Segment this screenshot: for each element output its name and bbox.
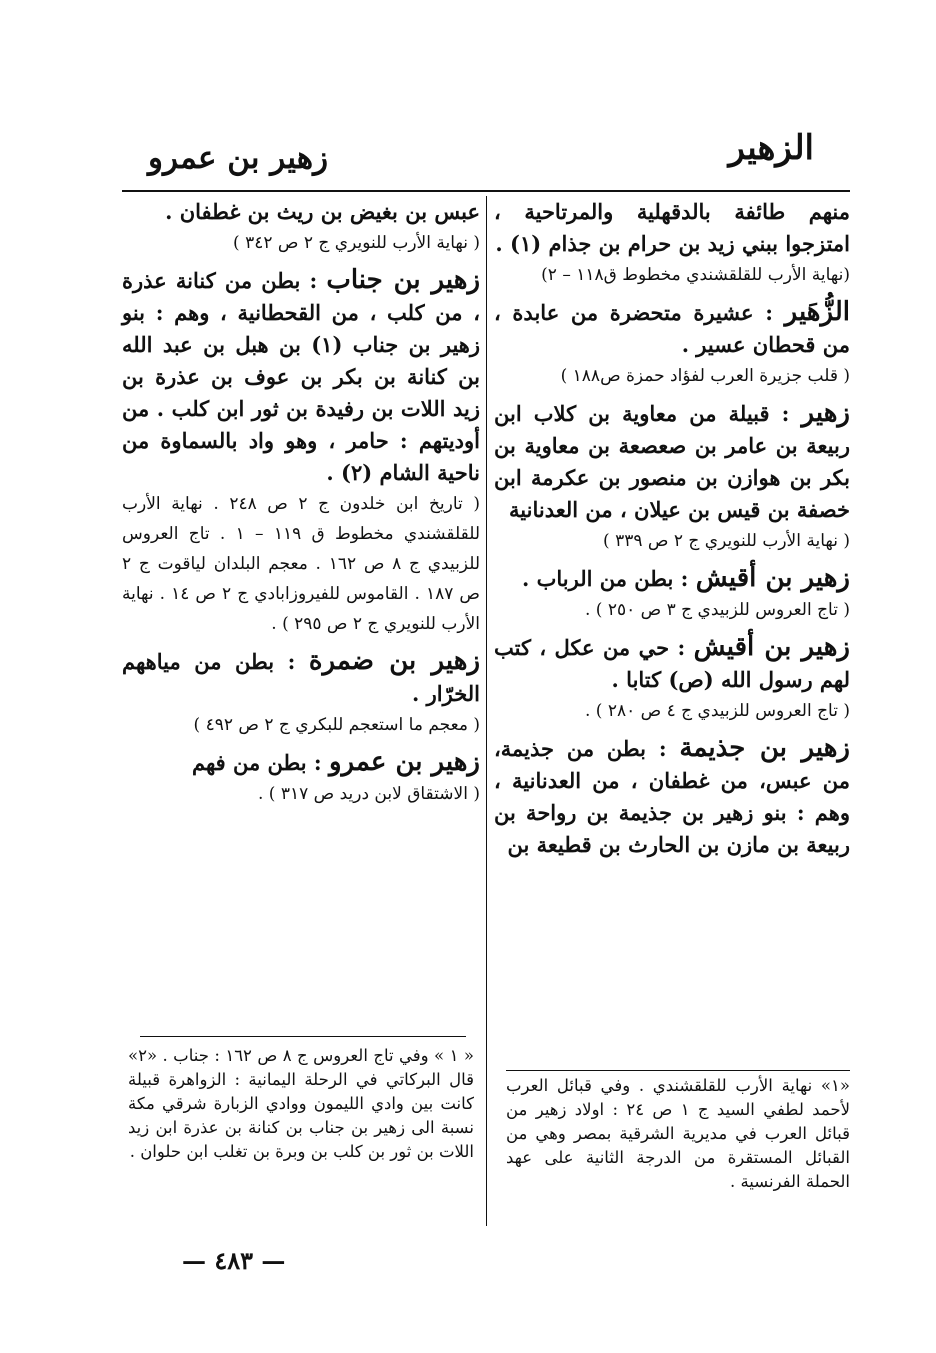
entry-heading: زهير [801, 398, 850, 428]
entry-heading: زهير بن أقيش [695, 563, 850, 593]
entry-text: : بطن من الرباب . [522, 566, 696, 591]
column-divider [486, 196, 487, 1226]
entry-zuhayr-ibn-uqaysh-1 [494, 562, 850, 595]
entry-heading: زهير بن جذيمة [679, 733, 850, 763]
reference: (نهاية الأرب للقلقشندي مخطوط ق١١٨ – ٢) [541, 265, 850, 285]
reference: ( نهاية الأرب للنويري ج ٢ ص ٣٣٩ ) [603, 531, 850, 551]
entry-zuhayr-ibn-jadhima [494, 732, 850, 861]
reference: ( نهاية الأرب للنويري ج ٢ ص ٣٤٢ ) [233, 233, 480, 253]
header-rule [122, 190, 850, 192]
entry-zuhayr-ibn-uqaysh-2 [494, 631, 850, 696]
footnote-right: «١» نهاية الأرب للقلقشندي . وفي قبائل العرب لأحمد لطفي السيد ج ١ ص ٢٤ : اولاد زهير من قبائل العرب في مديرية الشرقية بمصر وهي من القبائل المستقرة من الدرجة الثانية على عهد الحملة الفرنسية . [506, 1076, 850, 1191]
reference: ( الاشتقاق لابن دريد ص ٣١٧ ) . [257, 784, 480, 804]
running-head-right: الزهير [728, 128, 814, 168]
right-column [494, 196, 850, 861]
entry-heading: زهير بن ضمرة [308, 646, 480, 676]
reference: ( معجم ما استعجم للبكري ج ٢ ص ٤٩٢ ) [193, 715, 480, 735]
entry-continuation: منهم طائفة بالدقهلية والمرتاحية ، امتزجوا ببني زيد بن حرام بن جذام (١) . [494, 199, 850, 256]
entry-continuation: عبس بن بغيض بن ريث بن غطفان . [165, 199, 480, 224]
entry-heading: زهير بن أقيش [693, 632, 850, 662]
entry-heading: الزُّهَير [784, 297, 850, 327]
entry-text: : عشيرة متحضرة من عابدة ، من قحطان عسير . [494, 300, 850, 357]
entry-text: : بطن من جذيمة، من عبس، من غطفان ، من العدنانية ، وهم : بنو زهير بن جذيمة بن رواحة بن ربيعة بن مازن بن الحارث بن قطيعة بن [494, 736, 850, 857]
page-number: — ٤٨٣ — [182, 1246, 286, 1275]
entry-zuhayr-ibn-amr [122, 746, 480, 779]
reference: ( تاج العروس للزبيدي ج ٤ ص ٢٨٠ ) . [585, 701, 850, 721]
entry-text: : بطن من مياههم الخرّار . [122, 649, 480, 706]
running-head-left: زهير بن عمرو [148, 140, 329, 176]
entry-zuhayr-ibn-damra [122, 645, 480, 710]
footnote-left: « ١ » وفي تاج العروس ج ٨ ص ١٦٢ : جناب . «٢» قال البركاتي في الرحلة اليمانية : الزواهرة قبيلة كانت بين وادي الليمون ووادي الزبارة شرقي مكة نسبة الى زهير بن جناب بن كنانة بن عذرة ابن زيد اللات بن ثور بن كلب بن وبرة بن تغلب ابن حلوان . [128, 1046, 474, 1161]
entry-text: : قبيلة من معاوية بن كلاب ابن ربيعة بن عامر بن صعصعة بن معاوية بن بكر بن هوازن بن منصور بن عكرمة ابن خصفة بن قيس بن عيلان ، من العدنانية [494, 401, 850, 522]
entry-text: : بطن من فهم [191, 750, 329, 775]
entry-zuhayr [494, 397, 850, 526]
reference: ( تاريخ ابن خلدون ج ٢ ص ٢٤٨ . نهاية الأرب للقلقشندي مخطوط ق ١١٩ – ١ . تاج العروس للزبيدي ج ٨ ص ١٦٢ . معجم البلدان لياقوت ج ٢ ص ١٨٧ . القاموس للفيروزابادي ج ٢ ص ١٤ . نهاية الأرب للنويري ج ٢ ص ٢٩٥ ) . [122, 494, 480, 634]
reference: ( تاج العروس للزبيدي ج ٣ ص ٢٥٠ ) . [585, 600, 850, 620]
footnote-rule-left [140, 1036, 466, 1037]
entry-heading: زهير بن جناب [326, 265, 480, 295]
footnote-rule-right [506, 1070, 850, 1071]
entry-heading: زهير بن عمرو [328, 747, 480, 777]
entry-zuhayr-ibn-janab [122, 264, 480, 489]
entry-text: : بطن من كنانة عذرة ، من كلب ، من القحطانية ، وهم : بنو زهير بن جناب (١) بن هبل بن عبد الله بن كنانة بن بكر بن عوف بن عذرة بن زيد اللات بن رفيدة بن ثور ابن كلب . من أوديتهم : حامر ، وهو واد بالسماوة من ناحية الشام (٢) . [122, 268, 480, 485]
left-column [122, 196, 480, 815]
entry-text: : حي من عكل ، كتب لهم رسول الله (ص) كتابا . [494, 635, 850, 692]
entry-al-zuhayr [494, 296, 850, 361]
reference: ( قلب جزيرة العرب لفؤاد حمزة ص١٨٨ ) [560, 366, 850, 386]
